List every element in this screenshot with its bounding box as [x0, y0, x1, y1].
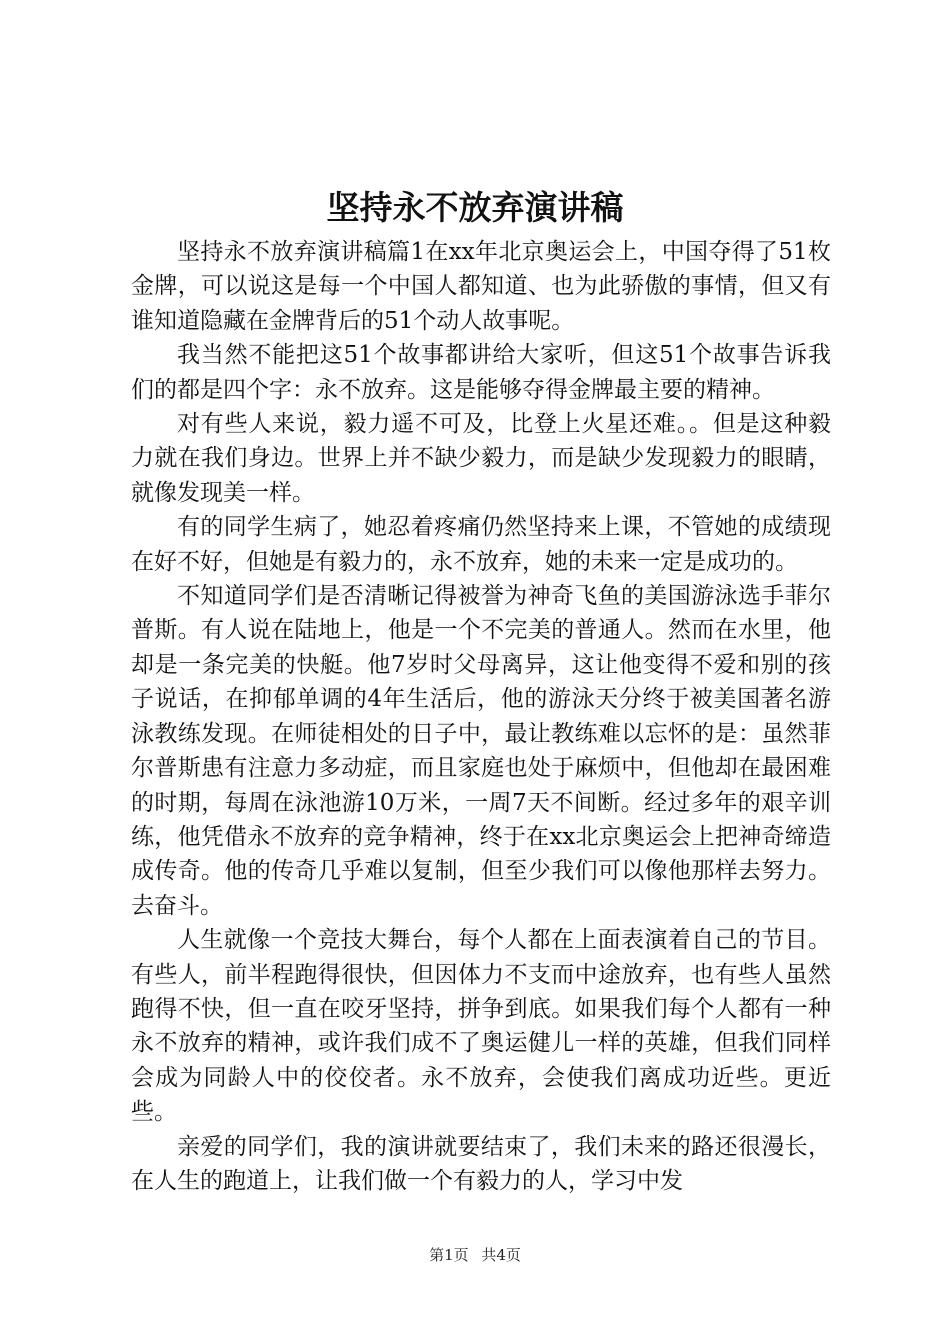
- page-footer: [0, 1245, 950, 1265]
- paragraph-3: 对有些人来说，毅力遥不可及，比登上火星还难。。但是这种毅力就在我们身边。世界上并不缺少毅力，而是缺少发现毅力的眼睛，就像发现美一样。: [131, 411, 831, 506]
- paragraph-2: 我当然不能把这51个故事都讲给大家听，但这51个故事告诉我们的都是四个字：永不放弃。这是能够夺得金牌最主要的精神。: [131, 342, 831, 403]
- paragraph-6: 人生就像一个竞技大舞台，每个人都在上面表演着自己的节目。有些人，前半程跑得很快，但因体力不支而中途放弃，也有些人虽然跑得不快，但一直在咬牙坚持，拼争到底。如果我们每个人都有一种永不放弃的精神，或许我们成不了奥运健儿一样的英雄，但我们同样会成为同龄人中的佼佼者。永不放弃，会使我们离成功近些。更近些。: [131, 927, 831, 1126]
- paragraph-4: 有的同学生病了，她忍着疼痛仍然坚持来上课，不管她的成绩现在好不好，但她是有毅力的，永不放弃，她的未来一定是成功的。: [131, 514, 831, 575]
- document-title: 坚持永不放弃演讲稿: [326, 188, 624, 227]
- page-number-total: 共4页: [481, 1246, 521, 1264]
- paragraph-5: 不知道同学们是否清晰记得被誉为神奇飞鱼的美国游泳选手菲尔普斯。有人说在陆地上，他是一个不完美的普通人。然而在水里，他却是一条完美的快艇。他7岁时父母离异，这让他变得不爱和别的孩子说话，在抑郁单调的4年生活后，他的游泳天分终于被美国著名游泳教练发现。在师徒相处的日子中，最让教练难以忘怀的是：虽然菲尔普斯患有注意力多动症，而且家庭也处于麻烦中，但他却在最困难的时期，每周在泳池游10万米，一周7天不间断。经过多年的艰辛训练，他凭借永不放弃的竞争精神，终于在xx北京奥运会上把神奇缔造成传奇。他的传奇几乎难以复制，但至少我们可以像他那样去努力。去奋斗。: [131, 583, 831, 919]
- paragraph-7: 亲爱的同学们，我的演讲就要结束了，我们未来的路还很漫长，在人生的跑道上，让我们做一个有毅力的人，学习中发: [131, 1133, 831, 1194]
- page-number-current: 第1页: [429, 1246, 469, 1264]
- document-body: [131, 235, 831, 1198]
- paragraph-1: 坚持永不放弃演讲稿篇1在xx年北京奥运会上，中国夺得了51枚金牌，可以说这是每一个中国人都知道、也为此骄傲的事情，但又有谁知道隐藏在金牌背后的51个动人故事呢。: [131, 239, 831, 334]
